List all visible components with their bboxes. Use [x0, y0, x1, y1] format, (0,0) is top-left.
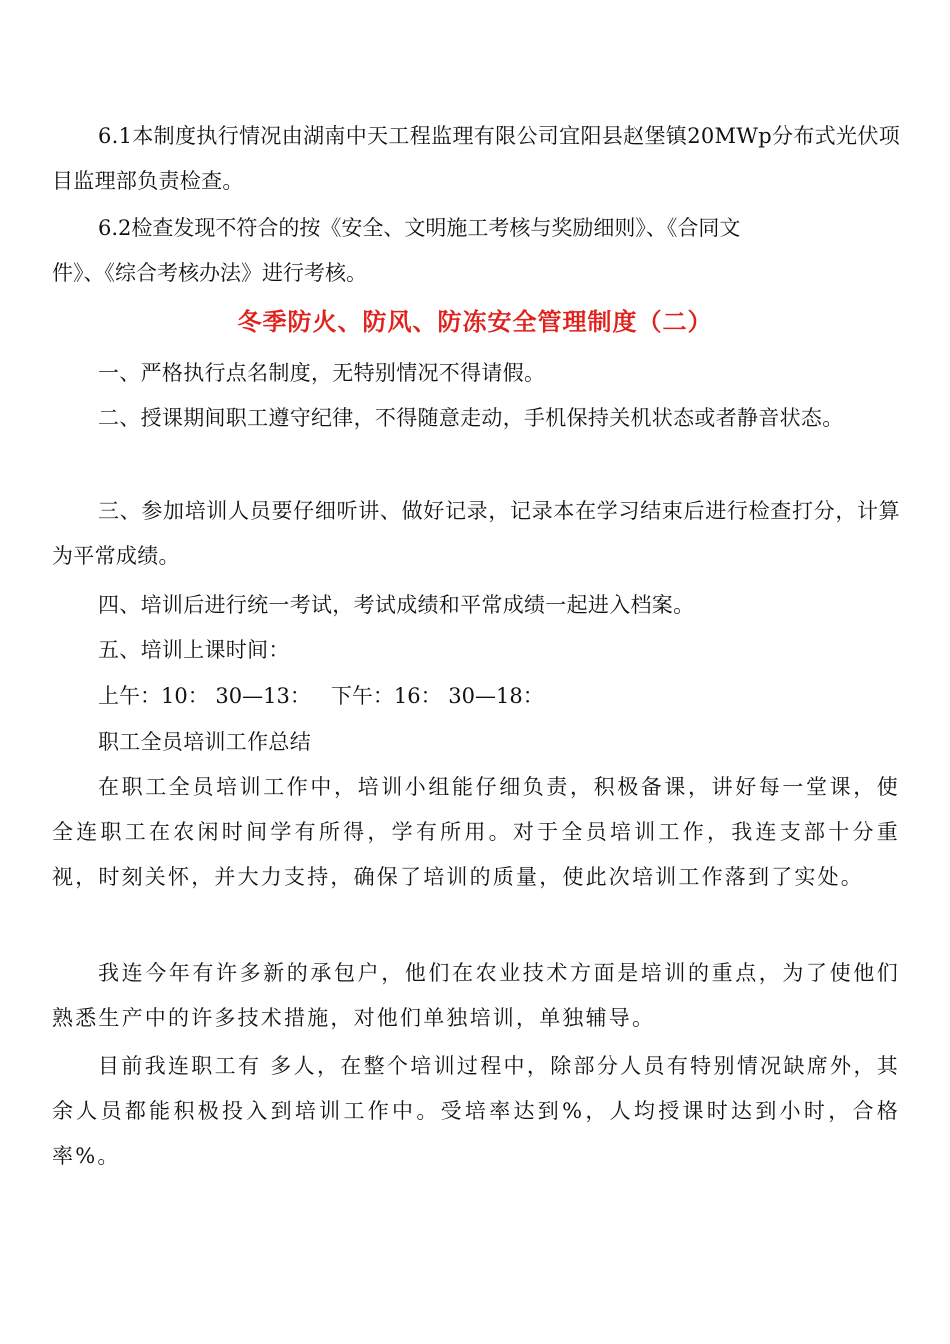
summary-title: 职工全员培训工作总结 — [98, 730, 311, 754]
section-heading: 冬季防火、防风、防冻安全管理制度（二） — [237, 307, 713, 336]
rule-5: 五、培训上课时间： — [98, 638, 290, 662]
rule-2: 二、授课期间职工遵守纪律，不得随意走动，手机保持关机状态或者静音状态。 — [98, 406, 844, 430]
clause-6-2-line-2: 件》、《综合考核办法》进行考核。 — [52, 261, 367, 285]
rule-3: 三、参加培训人员要仔细听讲、做好记录，记录本在学习结束后进行检查打分，计算为平常成绩。 — [52, 499, 900, 568]
summary-paragraph-2: 我连今年有许多新的承包户，他们在农业技术方面是培训的重点，为了使他们熟悉生产中的许多技术措施，对他们单独培训，单独辅导。 — [52, 961, 900, 1030]
clause-6-1: 6.1本制度执行情况由湖南中天工程监理有限公司宜阳县赵堡镇20MWp分布式光伏项目监理部负责检查。 — [52, 124, 900, 193]
class-time: 上午：10： 30—13： 下午：16： 30—18： — [98, 684, 544, 708]
rule-1: 一、严格执行点名制度，无特别情况不得请假。 — [98, 361, 546, 385]
clause-6-2-line-1: 6.2检查发现不符合的按《安全、文明施工考核与奖励细则》、《合同文 — [98, 216, 741, 240]
rule-4: 四、培训后进行统一考试，考试成绩和平常成绩一起进入档案。 — [98, 593, 695, 617]
summary-paragraph-3: 目前我连职工有 多人，在整个培训过程中，除部分人员有特别情况缺席外，其余人员都能积极投入到培训工作中。受培率达到%，人均授课时达到小时，合格率%。 — [52, 1054, 900, 1168]
summary-paragraph-1: 在职工全员培训工作中，培训小组能仔细负责，积极备课，讲好每一堂课，使全连职工在农闲时间学有所得，学有所用。对于全员培训工作，我连支部十分重视，时刻关怀，并大力支持，确保了培训的质量，使此次培训工作落到了实处。 — [52, 775, 900, 889]
